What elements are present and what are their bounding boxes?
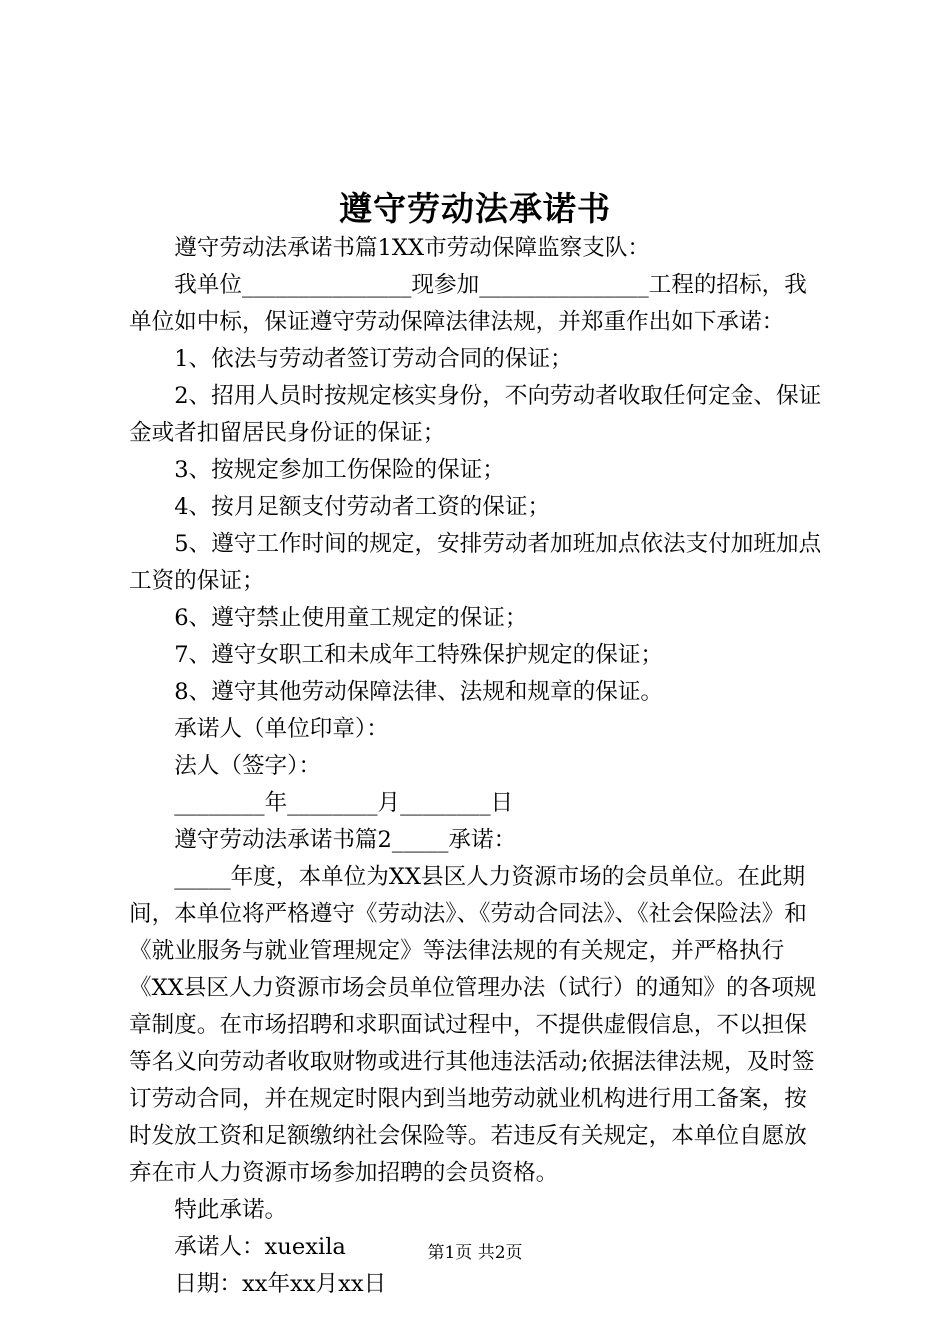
paragraph-item-6: 6、遵守禁止使用童工规定的保证； (174, 605, 528, 631)
paragraph-item-8: 8、遵守其他劳动保障法律、法规和规章的保证。 (174, 679, 664, 705)
paragraph-item-3: 3、按规定参加工伤保险的保证； (174, 457, 505, 483)
paragraph-item-1: 1、依法与劳动者签订劳动合同的保证； (174, 346, 573, 372)
page-footer: 第1页 共2页 (427, 1243, 523, 1263)
paragraph-item-2: 2、招用人员时按规定核实身份，不向劳动者收取任何定金、保证金或者扣留居民身份证的保证； (129, 383, 822, 446)
document-body (129, 230, 829, 1303)
paragraph-item-4: 4、按月足额支付劳动者工资的保证； (174, 494, 551, 520)
paragraph-body-2: _____年度，本单位为XX县区人力资源市场的会员单位。在此期间，本单位将严格遵守《劳动法》、《劳动合同法》、《社会保险法》和《就业服务与就业管理规定》等法律法规的有关规定，并严格执行《XX县区人力资源市场会员单位管理办法（试行）的通知》的各项规章制度。在市场招聘和求职面试过程中，不提供虚假信息，不以担保等名义向劳动者收取财物或进行其他违法活动;依据法律法规，及时签订劳动合同，并在规定时限内到当地劳动就业机构进行用工备案，按时发放工资和足额缴纳社会保险等。若违反有关规定，本单位自愿放弃在市人力资源市场参加招聘的会员资格。 (129, 864, 817, 1186)
signature-date-2: 日期：xx年xx月xx日 (174, 1271, 387, 1297)
paragraph-item-5: 5、遵守工作时间的规定，安排劳动者加班加点依法支付加班加点工资的保证； (129, 531, 822, 594)
paragraph-closing: 特此承诺。 (174, 1197, 288, 1223)
paragraph-intro: 我单位_______________现参加_______________工程的招标，我单位如中标，保证遵守劳动保障法律法规，并郑重作出如下承诺： (129, 272, 807, 335)
paragraph-item-7: 7、遵守女职工和未成年工特殊保护规定的保证； (174, 642, 664, 668)
page-title: 遵守劳动法承诺书 (339, 189, 611, 228)
signature-date: ________年________月________日 (174, 790, 514, 816)
signature-promisor: 承诺人：xuexila (174, 1234, 346, 1260)
signature-legal-person: 法人（签字）： (174, 753, 322, 779)
signature-company-seal: 承诺人（单位印章）： (174, 716, 389, 742)
paragraph-heading-1: 遵守劳动法承诺书篇1XX市劳动保障监察支队： (174, 235, 651, 261)
paragraph-heading-2: 遵守劳动法承诺书篇2_____承诺： (174, 827, 517, 853)
